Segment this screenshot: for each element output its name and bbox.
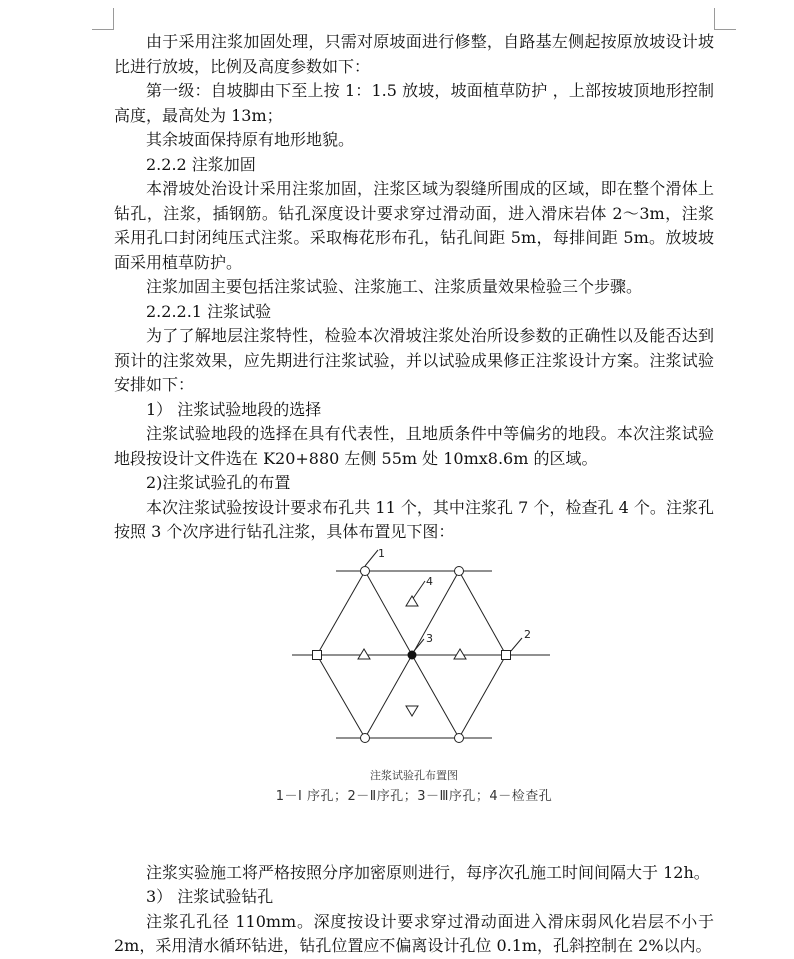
inspection-hole xyxy=(454,649,466,659)
paragraph-slope-other: 其余坡面保持原有地形地貌。 xyxy=(146,130,355,149)
figure-title: 注浆试验孔布置图 xyxy=(370,768,458,782)
secondary-hole xyxy=(502,650,511,659)
paragraph-intro: 由于采用注浆加固处理，只需对原坡面进行修整，自路基左侧起按原放坡设计坡比进行放坡，比例及高度参数如下： xyxy=(114,32,714,76)
figure-legend: 1－Ⅰ 序孔；2－Ⅱ序孔；3－Ⅲ序孔；4－检查孔 xyxy=(275,788,553,804)
primary-hole xyxy=(455,733,464,742)
paragraph-hole-layout: 本次注浆试验按设计要求布孔共 11 个，其中注浆孔 7 个，检查孔 4 个。注浆孔按照 3 个次序进行钻孔注浆，具体布置见下图： xyxy=(114,497,714,541)
paragraph-drilling: 注浆孔孔径 110mm。深度按设计要求穿过滑动面进入滑床弱风化岩层不小于 2m，采用清水循环钻进，钻孔位置应不偏离设计孔位 0.1m，孔斜控制在 2%以内。 xyxy=(114,911,714,955)
diagonal-line xyxy=(365,571,412,655)
diagonal-line xyxy=(317,571,365,655)
paragraph-grouting-design: 本滑坡处治设计采用注浆加固，注浆区域为裂缝所围成的区域，即在整个滑体上钻孔，注浆，插钢筋。钻孔深度设计要求穿过滑动面，进入滑床岩体 2～3m，注浆采用孔口封闭纯压式注浆。采取梅花形布孔，钻孔间距 5m，每排间距 5m。放坡坡面采用植草防护。 xyxy=(114,179,714,272)
crop-mark-left-vertical xyxy=(113,8,114,30)
callout-label: 2 xyxy=(524,627,531,641)
diagonal-line xyxy=(412,571,459,655)
diagonal-line xyxy=(459,655,506,738)
section-heading-2-2-2: 2.2.2 注浆加固 xyxy=(146,154,256,174)
callout-label: 4 xyxy=(426,574,433,588)
callout-label: 3 xyxy=(426,631,433,645)
document-body xyxy=(114,30,714,959)
list-heading-site-selection: 1） 注浆试验地段的选择 xyxy=(146,399,322,419)
paragraph-site-selection: 注浆试验地段的选择在具有代表性，且地质条件中等偏劣的地段。本次注浆试验地段按设计文件选在 K20+880 左侧 55m 处 10mx8.6m 的区域。 xyxy=(114,424,714,468)
diagonal-line xyxy=(412,655,459,738)
inspection-hole xyxy=(358,649,370,659)
leader-line-1 xyxy=(365,550,378,566)
diagonal-line xyxy=(317,655,365,738)
crop-mark-right-horizontal xyxy=(714,29,736,30)
crop-mark-right-vertical xyxy=(714,8,715,30)
crop-mark-left-horizontal xyxy=(92,29,114,30)
diagonal-line xyxy=(459,571,506,655)
leader-line-3 xyxy=(414,639,424,651)
primary-hole xyxy=(361,566,370,575)
hole-layout-diagram xyxy=(114,545,714,767)
section-heading-2-2-2-1: 2.2.2.1 注浆试验 xyxy=(146,301,272,321)
diagonal-line xyxy=(365,655,412,738)
inspection-hole xyxy=(406,706,418,716)
paragraph-construction-sequence: 注浆实验施工将严格按照分序加密原则进行，每序次孔施工时间间隔大于 12h。 xyxy=(146,862,710,882)
tertiary-hole xyxy=(408,650,417,659)
list-heading-hole-layout: 2)注浆试验孔的布置 xyxy=(146,473,291,492)
primary-hole xyxy=(455,566,464,575)
paragraph-slope-level-1: 第一级：自坡脚由下至上按 1：1.5 放坡，坡面植草防护 ，上部按坡顶地形控制高度，最高处为 13m； xyxy=(114,81,714,125)
paragraph-grouting-steps: 注浆加固主要包括注浆试验、注浆施工、注浆质量效果检验三个步骤。 xyxy=(146,277,643,296)
paragraph-test-purpose: 为了了解地层注浆特性，检验本次滑坡注浆处治所设参数的正确性以及能否达到预计的注浆效果，应先期进行注浆试验，并以试验成果修正注浆设计方案。注浆试验安排如下： xyxy=(114,326,714,394)
hole-layout-figure xyxy=(114,545,714,825)
primary-hole xyxy=(361,733,370,742)
secondary-hole xyxy=(313,650,322,659)
list-heading-drilling: 3） 注浆试验钻孔 xyxy=(146,887,274,906)
callout-label: 1 xyxy=(378,546,385,560)
leader-line-4 xyxy=(412,581,425,600)
inspection-hole xyxy=(406,596,418,606)
leader-line-2 xyxy=(511,638,522,651)
